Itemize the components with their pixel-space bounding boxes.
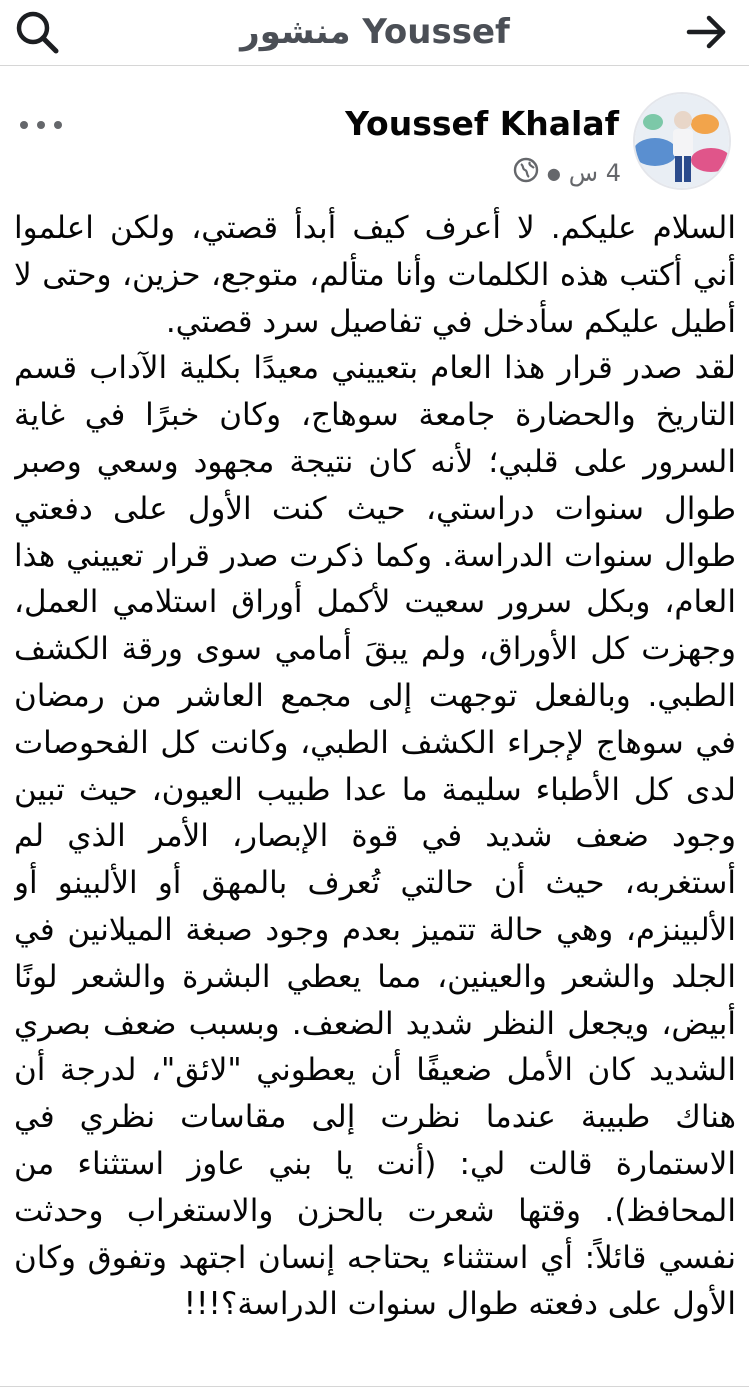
dot: [20, 121, 28, 129]
globe-icon[interactable]: [513, 157, 539, 189]
bottom-divider: [0, 1386, 749, 1400]
post-paragraph: لقد صدر قرار هذا العام بتعييني معيدًا بكلية الآداب قسم التاريخ والحضارة جامعة سوهاج، وكان خبرًا في غاية السرور على قلبي؛ لأنه كان نتيجة مجهود وسعي وصبر طوال سنوات دراستي، حيث كنت الأول على دفعتي طوال سنوات الدراسة. وكما ذكرت صدر قرار تعييني هذا العام، وبكل سرور سعيت لأكمل أوراق استلامي العمل، وجهزت كل الأوراق، ولم يبقَ أمامي سوى ورقة الكشف الطبي. وبالفعل توجهت إلى مجمع العاشر من رمضان في سوهاج لإجراء الكشف الطبي، وكانت كل الفحوصات لدى كل الأطباء سليمة ما عدا طبيب العيون، حيث تبين وجود ضعف شديد في قوة الإبصار، الأمر الذي لم أستغربه، حيث أن حالتي تُعرف بالمهق أو الألبينو أو الألبينزم، وهي حالة تتميز بعدم وجود صبغة الميلانين في الجلد والشعر والعينين، مما يعطي البشرة والشعر لونًا أبيض، ويجعل النظر شديد الضعف. وبسبب ضعف بصري الشديد كان الأمل ضعيفًا أن يعطوني "لائق"، لدرجة أن هناك طبيبة عندما نظرت إلى مقاسات نظري في الاستمارة قالت لي: (أنت يا بني عاوز استثناء من المحافظ). وقتها شعرت بالحزن والاستغراب وحدثت نفسي قائلاً: أي استثناء يحتاجه إنسان اجتهد وتفوق وكان الأول على دفعته طوال سنوات الدراسة؟!!!: [14, 350, 736, 1323]
post-text: [14, 205, 736, 1380]
arrow-right-icon[interactable]: [681, 8, 733, 56]
top-navigation-bar: [0, 0, 749, 66]
page-title: منشور Youssef: [240, 12, 510, 52]
dot: [37, 121, 45, 129]
avatar[interactable]: [633, 92, 731, 190]
search-icon[interactable]: [12, 8, 64, 56]
post-paragraph: السلام عليكم. لا أعرف كيف أبدأ قصتي، ولكن اعلموا أني أكتب هذه الكلمات وأنا متألم، متوجع، حزين، وحتى لا أطيل عليكم سأدخل في تفاصيل سرد قصتي.: [14, 210, 736, 340]
post-time[interactable]: 4 س: [568, 159, 621, 187]
more-dots-icon[interactable]: [14, 110, 68, 140]
dot: [54, 121, 62, 129]
post-meta: [513, 156, 621, 190]
separator-dot: ●: [546, 163, 561, 183]
author-name[interactable]: Youssef Khalaf: [345, 104, 619, 143]
post-header: [0, 70, 749, 200]
